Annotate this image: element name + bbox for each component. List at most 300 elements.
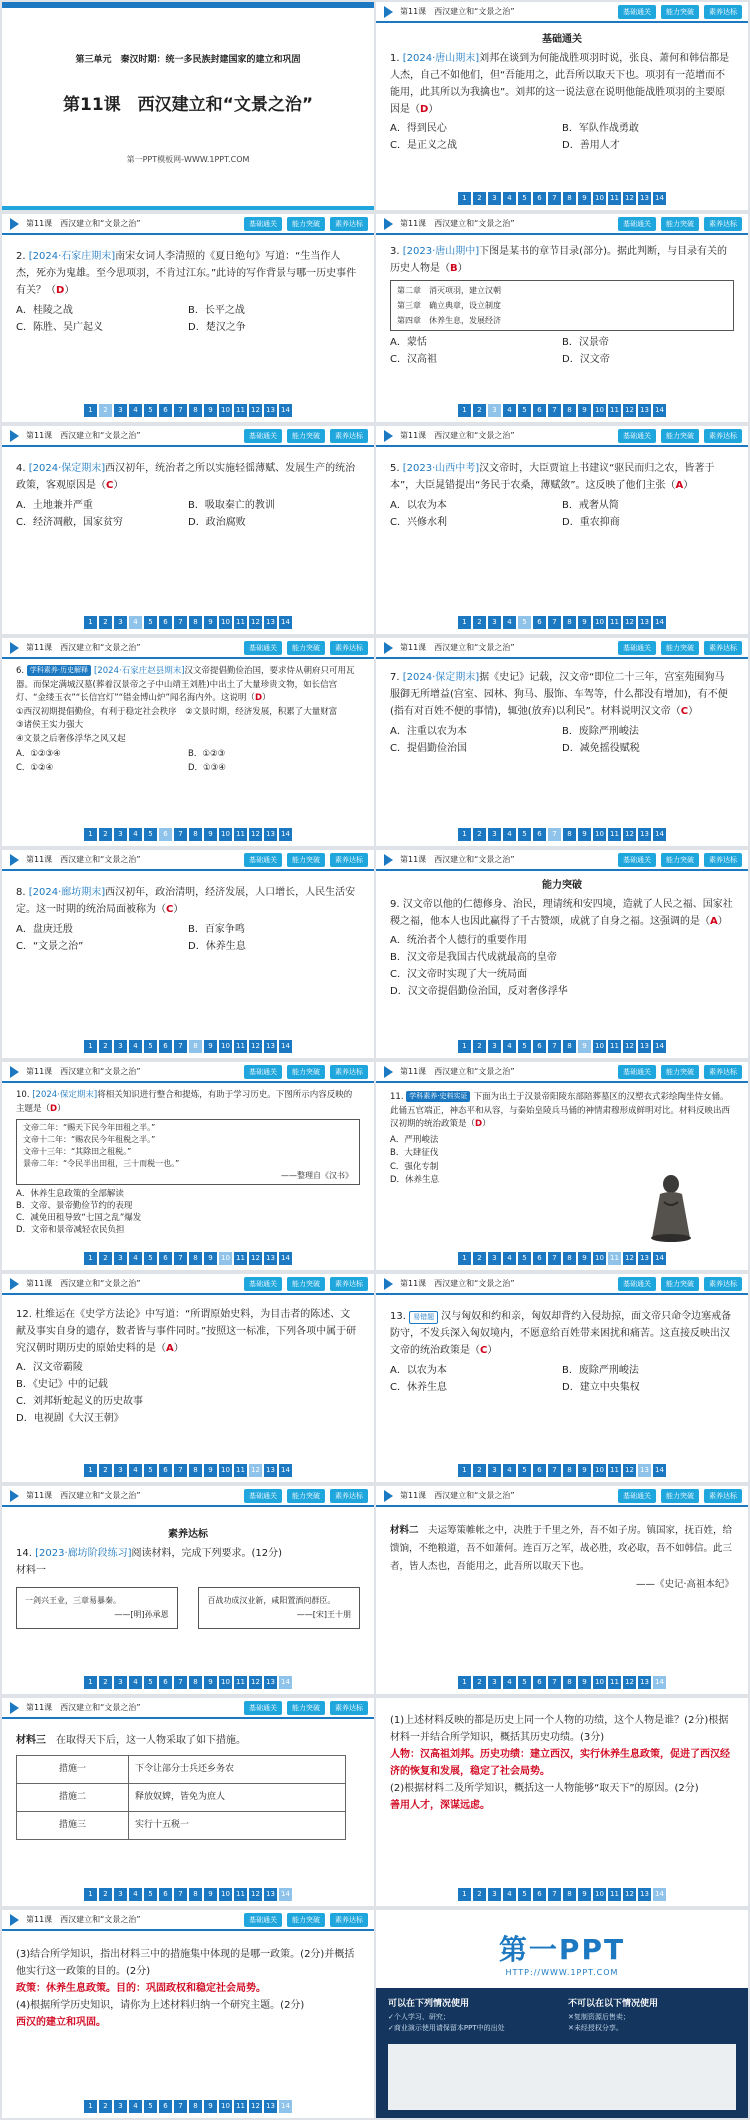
tab-ability[interactable]: 能力突破 [287,1701,325,1715]
page-button[interactable]: 12 [249,1676,262,1689]
tab-literacy[interactable]: 素养达标 [330,1701,368,1715]
page-button[interactable]: 11 [234,1040,247,1053]
page-button[interactable]: 12 [623,616,636,629]
page-button[interactable]: 1 [84,1040,97,1053]
page-button[interactable]: 14 [653,1464,666,1477]
page-button[interactable]: 13 [638,192,651,205]
page-button[interactable]: 6 [533,1040,546,1053]
page-button[interactable]: 11 [234,1464,247,1477]
page-button[interactable]: 9 [204,828,217,841]
page-button[interactable]: 3 [488,1676,501,1689]
tab-literacy[interactable]: 素养达标 [330,1277,368,1291]
page-button[interactable]: 5 [518,616,531,629]
tab-ability[interactable]: 能力突破 [287,641,325,655]
page-button[interactable]: 7 [548,616,561,629]
page-button[interactable]: 9 [204,1676,217,1689]
tab-ability[interactable]: 能力突破 [287,429,325,443]
page-button[interactable]: 14 [653,1676,666,1689]
tab-literacy[interactable]: 素养达标 [704,217,742,231]
page-button[interactable]: 3 [488,828,501,841]
page-button[interactable]: 10 [593,1464,606,1477]
page-button[interactable]: 10 [219,828,232,841]
page-button[interactable]: 13 [638,1676,651,1689]
page-button[interactable]: 1 [458,1040,471,1053]
page-button[interactable]: 10 [219,616,232,629]
page-button[interactable]: 13 [638,1888,651,1901]
tab-basic[interactable]: 基础通关 [244,641,282,655]
tab-literacy[interactable]: 素养达标 [330,1489,368,1503]
page-button[interactable]: 6 [533,192,546,205]
page-button[interactable]: 11 [608,828,621,841]
tab-ability[interactable]: 能力突破 [661,1489,699,1503]
page-button[interactable]: 13 [638,404,651,417]
page-button[interactable]: 5 [518,192,531,205]
page-button[interactable]: 4 [503,616,516,629]
tab-ability[interactable]: 能力突破 [287,1065,325,1079]
tab-ability[interactable]: 能力突破 [287,217,325,231]
page-button[interactable]: 12 [623,1888,636,1901]
page-button[interactable]: 13 [264,1464,277,1477]
page-button[interactable]: 3 [114,1040,127,1053]
page-button[interactable]: 10 [593,1888,606,1901]
tab-literacy[interactable]: 素养达标 [330,641,368,655]
page-button[interactable]: 5 [518,1252,531,1265]
page-button[interactable]: 6 [159,404,172,417]
page-button[interactable]: 6 [159,616,172,629]
page-button[interactable]: 7 [174,1888,187,1901]
page-button[interactable]: 3 [114,1252,127,1265]
page-button[interactable]: 5 [144,616,157,629]
page-button[interactable]: 7 [548,828,561,841]
tab-ability[interactable]: 能力突破 [661,853,699,867]
page-button[interactable]: 10 [219,1464,232,1477]
page-button[interactable]: 11 [608,404,621,417]
tab-literacy[interactable]: 素养达标 [704,1277,742,1291]
tab-basic[interactable]: 基础通关 [244,1277,282,1291]
page-button[interactable]: 6 [159,828,172,841]
page-button[interactable]: 7 [174,404,187,417]
tab-literacy[interactable]: 素养达标 [330,217,368,231]
tab-basic[interactable]: 基础通关 [618,429,656,443]
page-button[interactable]: 1 [84,404,97,417]
tab-basic[interactable]: 基础通关 [618,1277,656,1291]
tab-basic[interactable]: 基础通关 [244,1065,282,1079]
page-button[interactable]: 10 [219,2100,232,2113]
page-button[interactable]: 13 [638,828,651,841]
page-button[interactable]: 12 [249,1252,262,1265]
page-button[interactable]: 4 [503,1464,516,1477]
tab-basic[interactable]: 基础通关 [244,1913,282,1927]
page-button[interactable]: 14 [279,828,292,841]
page-button[interactable]: 6 [159,1040,172,1053]
tab-literacy[interactable]: 素养达标 [704,853,742,867]
page-button[interactable]: 1 [84,1252,97,1265]
page-button[interactable]: 2 [99,828,112,841]
page-button[interactable]: 3 [114,1888,127,1901]
page-button[interactable]: 5 [144,1252,157,1265]
page-button[interactable]: 6 [533,616,546,629]
page-button[interactable]: 3 [488,192,501,205]
tab-literacy[interactable]: 素养达标 [704,641,742,655]
tab-literacy[interactable]: 素养达标 [330,1913,368,1927]
page-button[interactable]: 6 [533,1464,546,1477]
page-button[interactable]: 7 [174,1464,187,1477]
page-button[interactable]: 12 [623,1040,636,1053]
page-button[interactable]: 13 [264,1040,277,1053]
page-button[interactable]: 10 [593,1252,606,1265]
page-button[interactable]: 12 [249,1040,262,1053]
page-button[interactable]: 11 [234,1252,247,1265]
page-button[interactable]: 9 [204,404,217,417]
page-button[interactable]: 13 [264,1252,277,1265]
page-button[interactable]: 2 [473,1464,486,1477]
page-button[interactable]: 1 [458,616,471,629]
page-button[interactable]: 6 [159,1888,172,1901]
page-button[interactable]: 10 [593,404,606,417]
page-button[interactable]: 13 [638,1040,651,1053]
page-button[interactable]: 11 [608,616,621,629]
page-button[interactable]: 7 [548,404,561,417]
page-button[interactable]: 2 [99,1888,112,1901]
page-button[interactable]: 11 [234,2100,247,2113]
page-button[interactable]: 2 [473,1040,486,1053]
tab-basic[interactable]: 基础通关 [618,1489,656,1503]
page-button[interactable]: 7 [548,1888,561,1901]
page-button[interactable]: 7 [174,828,187,841]
page-button[interactable]: 4 [129,1252,142,1265]
page-button[interactable]: 7 [174,1252,187,1265]
page-button[interactable]: 4 [503,1676,516,1689]
page-button[interactable]: 10 [219,404,232,417]
page-button[interactable]: 12 [623,1252,636,1265]
page-button[interactable]: 14 [279,2100,292,2113]
page-button[interactable]: 14 [279,1464,292,1477]
tab-ability[interactable]: 能力突破 [661,1277,699,1291]
page-button[interactable]: 6 [533,1888,546,1901]
page-button[interactable]: 12 [623,192,636,205]
page-button[interactable]: 12 [623,1676,636,1689]
page-button[interactable]: 5 [518,1040,531,1053]
page-button[interactable]: 11 [608,192,621,205]
page-button[interactable]: 4 [129,1464,142,1477]
page-button[interactable]: 5 [144,1676,157,1689]
page-button[interactable]: 14 [279,1252,292,1265]
page-button[interactable]: 6 [533,828,546,841]
page-button[interactable]: 8 [189,2100,202,2113]
tab-basic[interactable]: 基础通关 [244,429,282,443]
page-button[interactable]: 8 [189,1040,202,1053]
page-button[interactable]: 9 [204,1252,217,1265]
page-button[interactable]: 7 [548,1252,561,1265]
page-button[interactable]: 3 [114,616,127,629]
page-button[interactable]: 13 [264,1888,277,1901]
page-button[interactable]: 2 [473,192,486,205]
page-button[interactable]: 9 [578,616,591,629]
page-button[interactable]: 9 [578,1676,591,1689]
tab-ability[interactable]: 能力突破 [661,5,699,19]
page-button[interactable]: 13 [264,2100,277,2113]
page-button[interactable]: 12 [623,828,636,841]
page-button[interactable]: 2 [473,404,486,417]
page-button[interactable]: 11 [234,404,247,417]
page-button[interactable]: 14 [279,616,292,629]
page-button[interactable]: 2 [99,1252,112,1265]
page-button[interactable]: 6 [159,1252,172,1265]
page-button[interactable]: 3 [114,1676,127,1689]
page-button[interactable]: 7 [548,1464,561,1477]
page-button[interactable]: 12 [249,828,262,841]
page-button[interactable]: 3 [488,616,501,629]
page-button[interactable]: 8 [563,404,576,417]
page-button[interactable]: 6 [159,2100,172,2113]
page-button[interactable]: 3 [114,828,127,841]
page-button[interactable]: 5 [518,828,531,841]
tab-basic[interactable]: 基础通关 [618,217,656,231]
page-button[interactable]: 5 [518,404,531,417]
page-button[interactable]: 2 [99,1676,112,1689]
page-button[interactable]: 10 [219,1676,232,1689]
page-button[interactable]: 5 [518,1464,531,1477]
page-button[interactable]: 7 [174,2100,187,2113]
page-button[interactable]: 9 [204,1040,217,1053]
page-button[interactable]: 5 [144,404,157,417]
page-button[interactable]: 1 [84,1464,97,1477]
page-button[interactable]: 6 [159,1676,172,1689]
page-button[interactable]: 1 [84,616,97,629]
page-button[interactable]: 13 [264,616,277,629]
page-button[interactable]: 1 [84,1676,97,1689]
page-button[interactable]: 5 [144,1040,157,1053]
page-button[interactable]: 5 [518,1888,531,1901]
tab-basic[interactable]: 基础通关 [618,641,656,655]
page-button[interactable]: 8 [563,616,576,629]
page-button[interactable]: 9 [204,1464,217,1477]
page-button[interactable]: 2 [473,828,486,841]
page-button[interactable]: 1 [458,1676,471,1689]
tab-ability[interactable]: 能力突破 [287,1489,325,1503]
page-button[interactable]: 8 [563,1676,576,1689]
page-button[interactable]: 13 [638,616,651,629]
page-button[interactable]: 8 [189,1888,202,1901]
page-button[interactable]: 9 [578,1252,591,1265]
page-button[interactable]: 8 [189,1676,202,1689]
page-button[interactable]: 9 [578,192,591,205]
page-button[interactable]: 2 [99,616,112,629]
page-button[interactable]: 12 [249,1464,262,1477]
page-button[interactable]: 10 [593,828,606,841]
page-button[interactable]: 4 [129,1888,142,1901]
page-button[interactable]: 11 [608,1040,621,1053]
page-button[interactable]: 1 [458,192,471,205]
page-button[interactable]: 10 [593,1676,606,1689]
page-button[interactable]: 1 [84,2100,97,2113]
page-button[interactable]: 11 [608,1676,621,1689]
page-button[interactable]: 8 [563,1040,576,1053]
page-button[interactable]: 14 [653,616,666,629]
page-button[interactable]: 11 [608,1464,621,1477]
page-button[interactable]: 1 [458,1888,471,1901]
page-button[interactable]: 8 [189,1252,202,1265]
page-button[interactable]: 7 [174,616,187,629]
page-button[interactable]: 12 [623,404,636,417]
tab-ability[interactable]: 能力突破 [287,1277,325,1291]
page-button[interactable]: 7 [174,1676,187,1689]
page-button[interactable]: 2 [99,2100,112,2113]
page-button[interactable]: 1 [458,828,471,841]
page-button[interactable]: 7 [548,1040,561,1053]
tab-basic[interactable]: 基础通关 [244,853,282,867]
page-button[interactable]: 14 [653,828,666,841]
tab-literacy[interactable]: 素养达标 [704,5,742,19]
page-button[interactable]: 14 [279,1040,292,1053]
page-button[interactable]: 8 [563,828,576,841]
page-button[interactable]: 9 [204,2100,217,2113]
page-button[interactable]: 7 [548,192,561,205]
page-button[interactable]: 4 [503,1888,516,1901]
page-button[interactable]: 13 [264,828,277,841]
page-button[interactable]: 8 [563,192,576,205]
page-button[interactable]: 1 [458,404,471,417]
tab-literacy[interactable]: 素养达标 [704,1489,742,1503]
page-button[interactable]: 7 [548,1676,561,1689]
page-button[interactable]: 2 [473,616,486,629]
tab-literacy[interactable]: 素养达标 [330,429,368,443]
page-button[interactable]: 3 [488,1252,501,1265]
page-button[interactable]: 4 [129,1676,142,1689]
page-button[interactable]: 9 [578,404,591,417]
page-button[interactable]: 9 [578,1464,591,1477]
page-button[interactable]: 6 [533,1676,546,1689]
page-button[interactable]: 5 [518,1676,531,1689]
page-button[interactable]: 10 [593,616,606,629]
tab-literacy[interactable]: 素养达标 [704,429,742,443]
page-button[interactable]: 3 [114,404,127,417]
page-button[interactable]: 9 [578,1888,591,1901]
page-button[interactable]: 10 [593,192,606,205]
page-button[interactable]: 5 [144,828,157,841]
page-button[interactable]: 3 [488,404,501,417]
tab-basic[interactable]: 基础通关 [244,1489,282,1503]
tab-ability[interactable]: 能力突破 [661,217,699,231]
tab-basic[interactable]: 基础通关 [618,853,656,867]
page-button[interactable]: 2 [473,1888,486,1901]
page-button[interactable]: 5 [144,1888,157,1901]
page-button[interactable]: 6 [159,1464,172,1477]
tab-ability[interactable]: 能力突破 [661,641,699,655]
page-button[interactable]: 13 [638,1252,651,1265]
page-button[interactable]: 11 [608,1888,621,1901]
page-button[interactable]: 13 [264,1676,277,1689]
page-button[interactable]: 2 [99,1040,112,1053]
page-button[interactable]: 11 [234,828,247,841]
page-button[interactable]: 14 [653,192,666,205]
page-button[interactable]: 3 [114,1464,127,1477]
page-button[interactable]: 8 [563,1464,576,1477]
page-button[interactable]: 2 [99,1464,112,1477]
page-button[interactable]: 14 [653,404,666,417]
page-button[interactable]: 9 [578,828,591,841]
page-button[interactable]: 1 [84,828,97,841]
tab-basic[interactable]: 基础通关 [244,1701,282,1715]
page-button[interactable]: 10 [219,1888,232,1901]
page-button[interactable]: 11 [234,1888,247,1901]
page-button[interactable]: 8 [563,1252,576,1265]
page-button[interactable]: 13 [264,404,277,417]
page-button[interactable]: 4 [503,828,516,841]
page-button[interactable]: 4 [129,404,142,417]
page-button[interactable]: 11 [608,1252,621,1265]
page-button[interactable]: 4 [503,404,516,417]
page-button[interactable]: 12 [249,404,262,417]
page-button[interactable]: 8 [189,828,202,841]
page-button[interactable]: 3 [488,1464,501,1477]
page-button[interactable]: 1 [458,1464,471,1477]
tab-basic[interactable]: 基础通关 [618,1065,656,1079]
page-button[interactable]: 12 [249,616,262,629]
page-button[interactable]: 4 [129,1040,142,1053]
page-button[interactable]: 12 [249,1888,262,1901]
page-button[interactable]: 2 [473,1252,486,1265]
page-button[interactable]: 4 [503,1040,516,1053]
page-button[interactable]: 10 [219,1252,232,1265]
page-button[interactable]: 14 [653,1888,666,1901]
page-button[interactable]: 8 [189,616,202,629]
page-button[interactable]: 7 [174,1040,187,1053]
tab-literacy[interactable]: 素养达标 [704,1065,742,1079]
tab-basic[interactable]: 基础通关 [244,217,282,231]
page-button[interactable]: 9 [204,1888,217,1901]
tab-ability[interactable]: 能力突破 [287,853,325,867]
tab-ability[interactable]: 能力突破 [661,429,699,443]
page-button[interactable]: 1 [84,1888,97,1901]
page-button[interactable]: 11 [234,1676,247,1689]
tab-literacy[interactable]: 素养达标 [330,1065,368,1079]
page-button[interactable]: 14 [653,1252,666,1265]
page-button[interactable]: 12 [623,1464,636,1477]
page-button[interactable]: 8 [189,404,202,417]
page-button[interactable]: 5 [144,2100,157,2113]
page-button[interactable]: 14 [279,1888,292,1901]
page-button[interactable]: 6 [533,1252,546,1265]
page-button[interactable]: 10 [219,1040,232,1053]
page-button[interactable]: 1 [458,1252,471,1265]
page-button[interactable]: 6 [533,404,546,417]
tab-ability[interactable]: 能力突破 [661,1065,699,1079]
page-button[interactable]: 11 [234,616,247,629]
page-button[interactable]: 4 [129,2100,142,2113]
page-button[interactable]: 12 [249,2100,262,2113]
tab-literacy[interactable]: 素养达标 [330,853,368,867]
page-button[interactable]: 9 [578,1040,591,1053]
page-button[interactable]: 14 [279,1676,292,1689]
page-button[interactable]: 8 [563,1888,576,1901]
page-button[interactable]: 2 [473,1676,486,1689]
brand-url[interactable]: HTTP://WWW.1PPT.COM [505,1968,619,1977]
page-button[interactable]: 2 [99,404,112,417]
page-button[interactable]: 9 [204,616,217,629]
page-button[interactable]: 14 [653,1040,666,1053]
page-button[interactable]: 3 [114,2100,127,2113]
page-button[interactable]: 4 [503,192,516,205]
page-button[interactable]: 4 [129,616,142,629]
page-button[interactable]: 8 [189,1464,202,1477]
page-button[interactable]: 4 [129,828,142,841]
page-button[interactable]: 5 [144,1464,157,1477]
tab-ability[interactable]: 能力突破 [287,1913,325,1927]
page-button[interactable]: 3 [488,1888,501,1901]
page-button[interactable]: 3 [488,1040,501,1053]
page-button[interactable]: 13 [638,1464,651,1477]
